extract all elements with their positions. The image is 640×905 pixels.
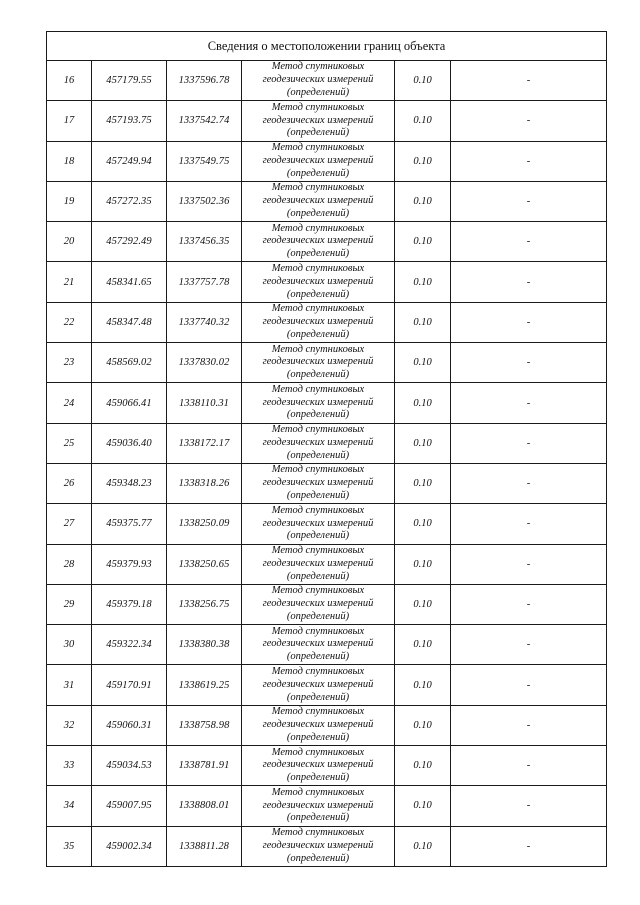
table-row — [47, 665, 607, 705]
method-line: геодезических измерений — [262, 74, 374, 86]
table-row — [47, 544, 607, 584]
table-row — [47, 423, 607, 463]
description-cell: - — [451, 786, 607, 826]
method-cell — [242, 786, 395, 826]
y-coordinate-cell: 1338380.38 — [167, 625, 242, 665]
method-line: (определений) — [286, 449, 350, 461]
accuracy-cell: 0.10 — [395, 141, 451, 181]
method-line: Метод спутниковых — [271, 101, 365, 113]
method-cell — [242, 262, 395, 302]
point-number-cell: 19 — [47, 181, 92, 221]
method-line: геодезических измерений — [262, 436, 374, 448]
x-coordinate-cell: 459036.40 — [92, 423, 167, 463]
method-line: (определений) — [286, 369, 350, 381]
accuracy-cell: 0.10 — [395, 61, 451, 101]
table-row — [47, 625, 607, 665]
point-number-cell: 32 — [47, 705, 92, 745]
table-row — [47, 504, 607, 544]
x-coordinate-cell: 458569.02 — [92, 343, 167, 383]
method-line: геодезических измерений — [262, 195, 374, 207]
accuracy-cell: 0.10 — [395, 423, 451, 463]
x-coordinate-cell: 458347.48 — [92, 302, 167, 342]
method-line: Метод спутниковых — [271, 827, 365, 839]
method-cell — [242, 705, 395, 745]
method-line: Метод спутниковых — [271, 665, 365, 677]
method-cell — [242, 61, 395, 101]
y-coordinate-cell: 1338758.98 — [167, 705, 242, 745]
method-line: Метод спутниковых — [271, 585, 365, 597]
y-coordinate-cell: 1338781.91 — [167, 746, 242, 786]
y-coordinate-cell: 1337549.75 — [167, 141, 242, 181]
y-coordinate-cell: 1337830.02 — [167, 343, 242, 383]
x-coordinate-cell: 459007.95 — [92, 786, 167, 826]
method-line: геодезических измерений — [262, 275, 374, 287]
description-cell: - — [451, 343, 607, 383]
table-title-row — [47, 32, 607, 61]
method-cell — [242, 101, 395, 141]
method-cell — [242, 423, 395, 463]
x-coordinate-cell: 459348.23 — [92, 463, 167, 503]
accuracy-cell: 0.10 — [395, 383, 451, 423]
description-cell: - — [451, 584, 607, 624]
point-number-cell: 31 — [47, 665, 92, 705]
point-number-cell: 35 — [47, 826, 92, 866]
x-coordinate-cell: 459060.31 — [92, 705, 167, 745]
accuracy-cell: 0.10 — [395, 705, 451, 745]
point-number-cell: 18 — [47, 141, 92, 181]
method-line: Метод спутниковых — [271, 545, 365, 557]
accuracy-cell: 0.10 — [395, 101, 451, 141]
accuracy-cell: 0.10 — [395, 222, 451, 262]
method-line: геодезических измерений — [262, 356, 374, 368]
x-coordinate-cell: 459379.93 — [92, 544, 167, 584]
boundary-coordinates-table — [46, 31, 607, 867]
accuracy-cell: 0.10 — [395, 302, 451, 342]
method-line: Метод спутниковых — [271, 625, 365, 637]
method-line: геодезических измерений — [262, 719, 374, 730]
x-coordinate-cell: 458341.65 — [92, 262, 167, 302]
table-row — [47, 262, 607, 302]
method-cell — [242, 544, 395, 584]
method-line: (определений) — [286, 610, 350, 622]
method-cell — [242, 383, 395, 423]
accuracy-cell: 0.10 — [395, 262, 451, 302]
method-line: геодезических измерений — [262, 759, 374, 771]
method-cell — [242, 141, 395, 181]
method-line: Метод спутниковых — [271, 142, 365, 154]
method-line: (определений) — [286, 167, 350, 179]
method-line: Метод спутниковых — [271, 786, 365, 798]
x-coordinate-cell: 459322.34 — [92, 625, 167, 665]
table-row — [47, 302, 607, 342]
x-coordinate-cell: 459379.18 — [92, 584, 167, 624]
x-coordinate-cell: 457249.94 — [92, 141, 167, 181]
y-coordinate-cell: 1338250.65 — [167, 544, 242, 584]
method-cell — [242, 826, 395, 866]
method-cell — [242, 181, 395, 221]
method-line: Метод спутниковых — [271, 424, 365, 436]
y-coordinate-cell: 1338318.26 — [167, 463, 242, 503]
description-cell: - — [451, 544, 607, 584]
accuracy-cell: 0.10 — [395, 544, 451, 584]
description-cell: - — [451, 141, 607, 181]
y-coordinate-cell: 1338619.25 — [167, 665, 242, 705]
y-coordinate-cell: 1337740.32 — [167, 302, 242, 342]
point-number-cell: 33 — [47, 746, 92, 786]
description-cell: - — [451, 262, 607, 302]
x-coordinate-cell: 459375.77 — [92, 504, 167, 544]
method-line: геодезических измерений — [262, 638, 374, 650]
method-line: (определений) — [286, 812, 350, 824]
description-cell: - — [451, 181, 607, 221]
method-line: геодезических измерений — [262, 396, 374, 408]
point-number-cell: 22 — [47, 302, 92, 342]
method-line: Метод спутниковых — [271, 383, 365, 395]
method-line: (определений) — [286, 852, 350, 864]
method-line: (определений) — [286, 127, 350, 139]
method-cell — [242, 665, 395, 705]
x-coordinate-cell: 459170.91 — [92, 665, 167, 705]
table-row — [47, 383, 607, 423]
description-cell: - — [451, 705, 607, 745]
method-line: (определений) — [286, 490, 350, 502]
point-number-cell: 20 — [47, 222, 92, 262]
description-cell: - — [451, 463, 607, 503]
method-line: Метод спутниковых — [271, 746, 365, 758]
method-line: (определений) — [286, 772, 350, 784]
method-line: геодезических измерений — [262, 114, 374, 126]
accuracy-cell: 0.10 — [395, 826, 451, 866]
table-row — [47, 746, 607, 786]
description-cell: - — [451, 625, 607, 665]
accuracy-cell: 0.10 — [395, 584, 451, 624]
method-cell — [242, 302, 395, 342]
point-number-cell: 16 — [47, 61, 92, 101]
point-number-cell: 29 — [47, 584, 92, 624]
method-line: (определений) — [286, 87, 350, 99]
table-row — [47, 181, 607, 221]
table-row — [47, 141, 607, 181]
method-line: (определений) — [286, 328, 350, 340]
y-coordinate-cell: 1337757.78 — [167, 262, 242, 302]
accuracy-cell: 0.10 — [395, 625, 451, 665]
document-page — [46, 31, 606, 867]
x-coordinate-cell: 459034.53 — [92, 746, 167, 786]
description-cell: - — [451, 383, 607, 423]
description-cell: - — [451, 423, 607, 463]
table-row — [47, 61, 607, 101]
point-number-cell: 34 — [47, 786, 92, 826]
method-line: геодезических измерений — [262, 517, 374, 529]
method-line: геодезических измерений — [262, 154, 374, 166]
point-number-cell: 24 — [47, 383, 92, 423]
method-cell — [242, 222, 395, 262]
method-line: Метод спутниковых — [271, 303, 365, 315]
method-line: геодезических измерений — [262, 477, 374, 489]
method-line: Метод спутниковых — [271, 464, 365, 476]
method-line: геодезических измерений — [262, 678, 374, 690]
y-coordinate-cell: 1337502.36 — [167, 181, 242, 221]
method-line: Метод спутниковых — [271, 61, 365, 73]
point-number-cell: 17 — [47, 101, 92, 141]
point-number-cell: 25 — [47, 423, 92, 463]
accuracy-cell: 0.10 — [395, 504, 451, 544]
method-line: геодезических измерений — [262, 557, 374, 569]
table-row — [47, 101, 607, 141]
table-row — [47, 705, 607, 745]
y-coordinate-cell: 1338250.09 — [167, 504, 242, 544]
method-line: (определений) — [286, 288, 350, 300]
method-line: (определений) — [286, 570, 350, 582]
y-coordinate-cell: 1338172.17 — [167, 423, 242, 463]
method-cell — [242, 746, 395, 786]
table-row — [47, 786, 607, 826]
y-coordinate-cell: 1337542.74 — [167, 101, 242, 141]
method-line: (определений) — [286, 651, 350, 663]
method-line: (определений) — [286, 207, 350, 219]
table-title: Сведения о местоположении границ объекта — [47, 32, 607, 61]
method-line: Метод спутниковых — [271, 343, 365, 355]
method-cell — [242, 463, 395, 503]
x-coordinate-cell: 459002.34 — [92, 826, 167, 866]
point-number-cell: 30 — [47, 625, 92, 665]
method-line: (определений) — [286, 530, 350, 542]
description-cell: - — [451, 61, 607, 101]
y-coordinate-cell: 1338110.31 — [167, 383, 242, 423]
table-row — [47, 584, 607, 624]
method-line: (определений) — [286, 409, 350, 421]
y-coordinate-cell: 1338256.75 — [167, 584, 242, 624]
x-coordinate-cell: 457179.55 — [92, 61, 167, 101]
table-row — [47, 463, 607, 503]
table-row — [47, 826, 607, 866]
table-row — [47, 222, 607, 262]
method-line: геодезических измерений — [262, 316, 374, 328]
method-line: геодезических измерений — [262, 235, 374, 247]
description-cell: - — [451, 504, 607, 544]
point-number-cell: 27 — [47, 504, 92, 544]
method-line: Метод спутниковых — [271, 706, 365, 718]
method-line: Метод спутниковых — [271, 504, 365, 516]
method-cell — [242, 584, 395, 624]
description-cell: - — [451, 665, 607, 705]
point-number-cell: 23 — [47, 343, 92, 383]
method-line: Метод спутниковых — [271, 222, 365, 234]
table-row — [47, 343, 607, 383]
description-cell: - — [451, 302, 607, 342]
y-coordinate-cell: 1337456.35 — [167, 222, 242, 262]
point-number-cell: 26 — [47, 463, 92, 503]
accuracy-cell: 0.10 — [395, 343, 451, 383]
point-number-cell: 21 — [47, 262, 92, 302]
method-cell — [242, 625, 395, 665]
y-coordinate-cell: 1338808.01 — [167, 786, 242, 826]
method-line: (определений) — [286, 248, 350, 260]
method-line: Метод спутниковых — [271, 262, 365, 274]
accuracy-cell: 0.10 — [395, 463, 451, 503]
accuracy-cell: 0.10 — [395, 181, 451, 221]
description-cell: - — [451, 222, 607, 262]
method-line: геодезических измерений — [262, 799, 374, 811]
method-line: (определений) — [286, 731, 350, 743]
point-number-cell: 28 — [47, 544, 92, 584]
method-cell — [242, 343, 395, 383]
method-line: геодезических измерений — [262, 598, 374, 610]
y-coordinate-cell: 1337596.78 — [167, 61, 242, 101]
y-coordinate-cell: 1338811.28 — [167, 826, 242, 866]
method-line: геодезических измерений — [262, 839, 374, 851]
description-cell: - — [451, 826, 607, 866]
method-cell — [242, 504, 395, 544]
x-coordinate-cell: 459066.41 — [92, 383, 167, 423]
description-cell: - — [451, 101, 607, 141]
method-line: Метод спутниковых — [271, 182, 365, 194]
x-coordinate-cell: 457292.49 — [92, 222, 167, 262]
description-cell: - — [451, 746, 607, 786]
accuracy-cell: 0.10 — [395, 746, 451, 786]
accuracy-cell: 0.10 — [395, 786, 451, 826]
method-line: (определений) — [286, 691, 350, 703]
x-coordinate-cell: 457193.75 — [92, 101, 167, 141]
x-coordinate-cell: 457272.35 — [92, 181, 167, 221]
accuracy-cell: 0.10 — [395, 665, 451, 705]
